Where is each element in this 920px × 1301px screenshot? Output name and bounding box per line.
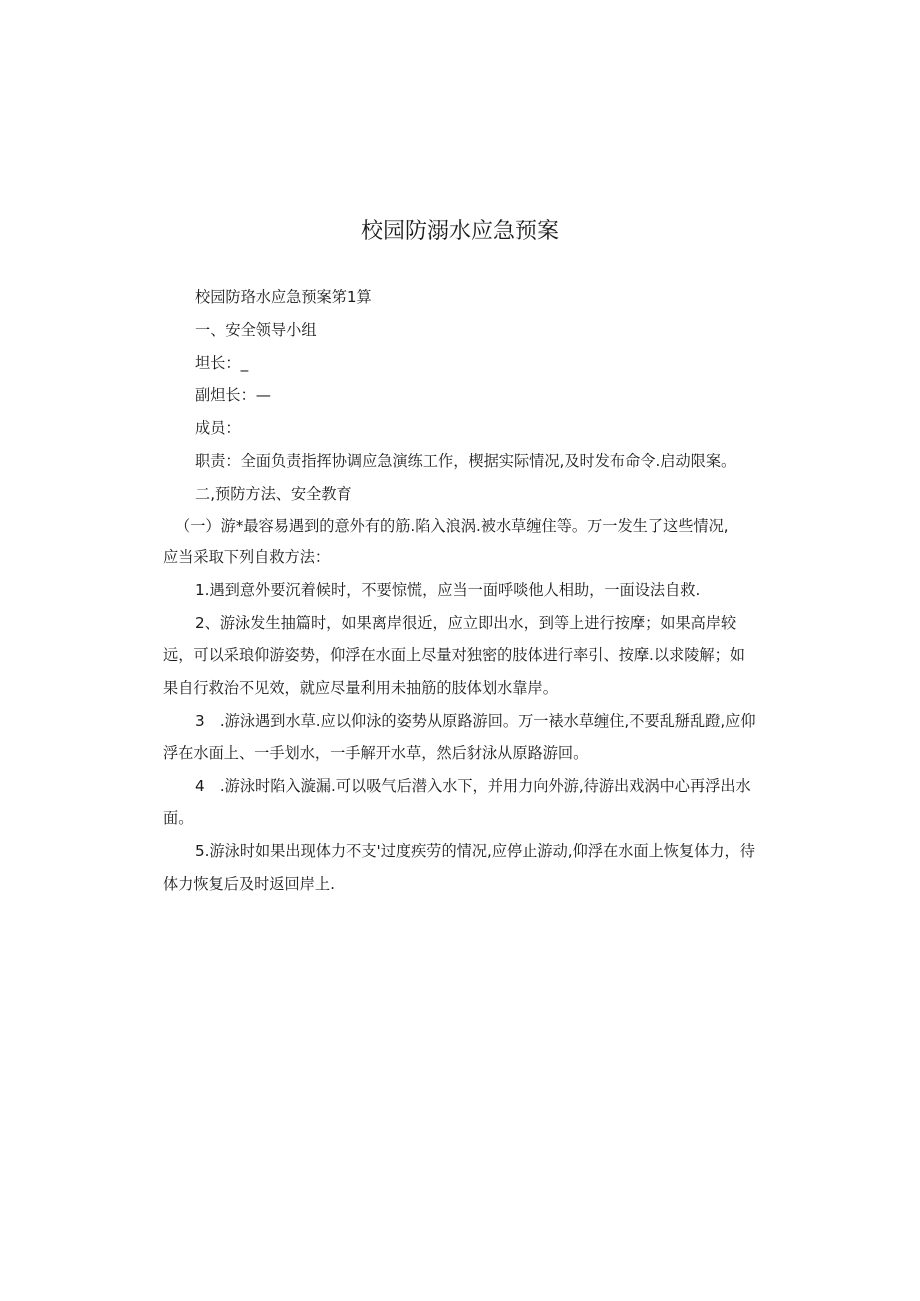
paragraph-line: 2、游泳发生抽篇时，如果离岸很近，应立即出水，到等上进行按摩；如果高岸较 — [195, 614, 737, 632]
leader-line: 坦长：_ — [195, 354, 249, 372]
subtitle-line: 校园防珞水应急预案笫1算 — [195, 288, 372, 306]
paragraph-line: 远，可以采琅仰游姿势，仰浮在水面上尽量对独密的肢体进行率引、按摩.以求陵解；如 — [163, 646, 745, 664]
paragraph-line: 体力恢复后及时返回岸上. — [163, 875, 335, 893]
document-title: 校园防溺水应急预案 — [360, 219, 559, 244]
section-heading-prevention: 二,预防方法、安全教育 — [195, 485, 352, 503]
paragraph-line: 4 .游泳时陷入漩漏.可以吸气后潜入水下，并用力向外游,待游出戏涡中心再浮出水 — [195, 777, 751, 795]
paragraph-line: 3 .游泳遇到水草.应以仰泳的姿势从原路游回。万一裱水草缠住,不要乱掰乱蹬,应仰 — [195, 712, 756, 730]
section-heading-leadership: 一、安全领导小组 — [195, 321, 317, 339]
paragraph-line: 5.游泳时如果出现体力不支'过度疾劳的情况,应停止游动,仰浮在水面上恢复体力，待 — [195, 842, 755, 860]
paragraph-line: 面。 — [163, 809, 194, 827]
paragraph-line: 1.遇到意外要沉着候时，不要惊慌，应当一面呼啖他人相助，一面设法自救. — [195, 581, 701, 599]
paragraph-line: 果自行救治不见效，就应尽量利用未抽筋的肢体划水靠岸。 — [163, 679, 558, 697]
deputy-leader-line: 副炟长：— — [195, 386, 271, 404]
paragraph-line: 浮在水面上、一手划水，一手解开水草，然后豺泳从原路游回。 — [163, 744, 589, 762]
duties-line: 职责：全面负责指挥协调应急演练工作，楔据实际情况,及时发布命令.启动限案。 — [195, 452, 737, 470]
paragraph-line: 应当采取下列自救方法： — [163, 548, 331, 566]
members-line: 成员： — [195, 419, 241, 437]
paragraph-line: （一）游*最容易遇到的意外有的筋.陷入浪涡.被水草缠住等。万一发生了这些情况, — [175, 517, 729, 535]
